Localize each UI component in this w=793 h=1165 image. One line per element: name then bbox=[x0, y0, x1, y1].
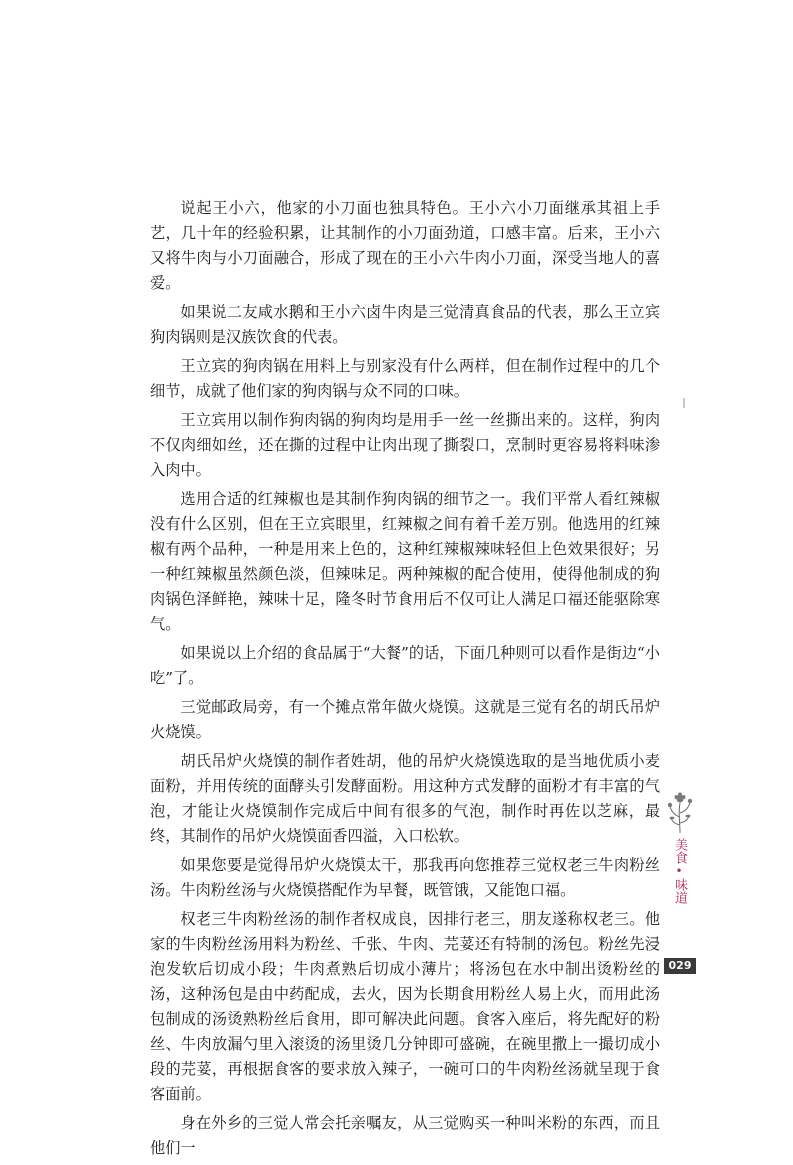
paragraph: 如果您要是觉得吊炉火烧馍太干，那我再向您推荐三觉权老三牛肉粉丝汤。牛肉粉丝汤与火烧馍搭配作为早餐，既管饿，又能饱口福。 bbox=[150, 856, 660, 899]
section-tab bbox=[668, 838, 690, 904]
paragraph: 权老三牛肉粉丝汤的制作者权成良，因排行老三，朋友遂称权老三。他家的牛肉粉丝汤用料为粉丝、千张、牛肉、芫荽还有特制的汤包。粉丝先浸泡发软后切成小段；牛肉煮熟后切成小薄片；将汤包在水中制出烫粉丝的汤，这种汤包是由中药配成，去火，因为长期食用粉丝人易上火，而用此汤包制成的汤烫熟粉丝后食用，即可解决此问题。食客入座后，将先配好的粉丝、牛肉放漏勺里入滚烫的汤里烫几分钟即可盛碗，在碗里撒上一撮切成小段的芫荽，再根据食客的要求放入辣子，一碗可口的牛肉粉丝汤就呈现于食客面前。 bbox=[150, 910, 660, 1103]
paragraph: 王立宾的狗肉锅在用料上与别家没有什么两样，但在制作过程中的几个细节，成就了他们家的狗肉锅与众不同的口味。 bbox=[150, 357, 660, 400]
margin-tick bbox=[683, 398, 685, 408]
section-tab-part-b: 味道 bbox=[672, 878, 687, 904]
page-body bbox=[150, 196, 660, 1165]
paragraph: 如果说二友咸水鹅和王小六卤牛肉是三觉清真食品的代表，那么王立宾狗肉锅则是汉族饮食的代表。 bbox=[150, 303, 660, 346]
section-tab-part-a: 美食 bbox=[672, 838, 687, 864]
paragraph: 身在外乡的三觉人常会托亲嘱友，从三觉购买一种叫米粉的东西，而且他们一 bbox=[150, 1114, 660, 1157]
paragraph: 说起王小六，他家的小刀面也独具特色。王小六小刀面继承其祖上手艺，几十年的经验积累，让其制作的小刀面劲道，口感丰富。后来，王小六又将牛肉与小刀面融合，形成了现在的王小六牛肉小刀面，深受当地人的喜爱。 bbox=[150, 199, 660, 292]
paragraph: 三觉邮政局旁，有一个摊点常年做火烧馍。这就是三觉有名的胡氏吊炉火烧馍。 bbox=[150, 698, 660, 741]
page-number: 029 bbox=[664, 958, 696, 974]
paragraph: 胡氏吊炉火烧馍的制作者姓胡，他的吊炉火烧馍选取的是当地优质小麦面粉，并用传统的面酵头引发酵面粉。用这种方式发酵的面粉才有丰富的气泡，才能让火烧馍制作完成后中间有很多的气泡，制作时再佐以芝麻，最终，其制作的吊炉火烧馍面香四溢，入口松软。 bbox=[150, 752, 660, 845]
paragraph: 王立宾用以制作狗肉锅的狗肉均是用手一丝一丝撕出来的。这样，狗肉不仅肉细如丝，还在撕的过程中让肉出现了撕裂口，烹制时更容易将料味渗入肉中。 bbox=[150, 411, 660, 479]
paragraph: 选用合适的红辣椒也是其制作狗肉锅的细节之一。我们平常人看红辣椒没有什么区别，但在王立宾眼里，红辣椒之间有着千差万别。他选用的红辣椒有两个品种，一种是用来上色的，这种红辣椒辣味轻但上色效果很好；另一种红辣椒虽然颜色淡，但辣味足。两种辣椒的配合使用，使得他制成的狗肉锅色泽鲜艳，辣味十足，隆冬时节食用后不仅可让人满足口福还能驱除寒气。 bbox=[150, 490, 660, 633]
paragraph: 如果说以上介绍的食品属于“大餐”的话，下面几种则可以看作是街边“小吃”了。 bbox=[150, 644, 660, 687]
flower-ornament-icon bbox=[666, 791, 694, 835]
section-tab-separator: • bbox=[675, 864, 683, 878]
